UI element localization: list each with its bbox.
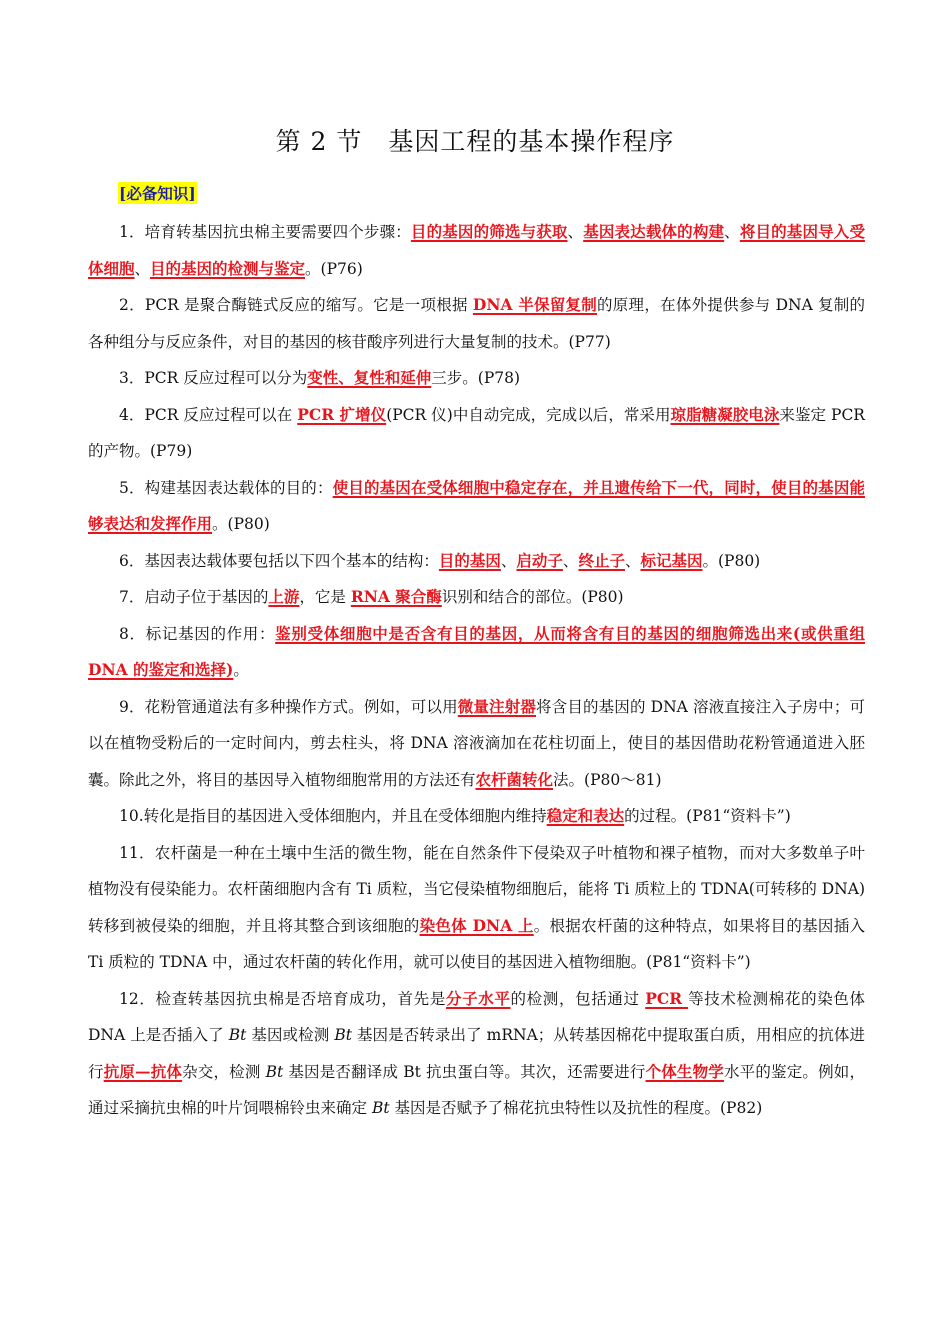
key-term: 上游 xyxy=(268,587,300,606)
key-term: 染色体 DNA 上 xyxy=(419,915,534,935)
key-term: 稳定和表达 xyxy=(546,806,625,825)
paragraph-text: 3．PCR 反应过程可以分为 xyxy=(119,369,308,387)
paragraph-text: 6．基因表达载体要包括以下四个基本的结构： xyxy=(119,551,439,570)
paragraph-text: ，它是 xyxy=(299,588,351,606)
key-term: PCR xyxy=(645,988,689,1008)
key-term: 启动子 xyxy=(516,550,563,570)
paragraph-text: 。(P76) xyxy=(305,259,363,278)
paragraph-text: 7．启动子位于基因的 xyxy=(119,588,269,606)
paragraph-text: 5．构建基因表达载体的目的： xyxy=(119,478,333,497)
key-term: 分子水平 xyxy=(445,988,511,1008)
key-term: 农杆菌转化 xyxy=(475,769,554,789)
paragraph-text: 。(P80) xyxy=(212,515,270,533)
key-term: 使目的基因在受体细胞中稳定存在，并且遗传给下一代，同时，使目的基因能够表达和发挥作用 xyxy=(88,477,865,533)
paragraph-p8 xyxy=(88,616,865,689)
key-term: RNA 聚合酶 xyxy=(350,587,442,606)
paragraph-text: 等技术检测棉花的染色体 DNA 上是否插入了 xyxy=(88,989,865,1044)
key-term: 目的基因 xyxy=(438,550,501,570)
italic-term: Bt xyxy=(334,1026,352,1044)
paragraph-text: 。根据农杆菌的这种特点，如果将目的基因插入 Ti 质粒的 TDNA 中，通过农杆菌的转化作用，就可以使目的基因进入植物细胞。(P81“资料卡”) xyxy=(88,916,865,971)
paragraph-text: 12．检查转基因抗虫棉是否培育成功，首先是 xyxy=(119,989,446,1008)
key-term: 个体生物学 xyxy=(645,1061,724,1081)
paragraph-text: 三步。(P78) xyxy=(431,369,521,387)
paragraph-text: 4．PCR 反应过程可以在 xyxy=(119,405,298,424)
paragraph-p7 xyxy=(88,579,865,616)
key-term: 目的基因的筛选与获取 xyxy=(410,222,568,241)
paragraph-text: 基因是否转录出了 mRNA；从转基因棉花中提取蛋白质，用相应的抗体进行 xyxy=(88,1026,866,1081)
key-term: 琼脂糖凝胶电泳 xyxy=(670,404,780,424)
paragraph-p12 xyxy=(88,981,865,1127)
paragraph-text: 。 xyxy=(233,661,249,679)
paragraph-text: 基因或检测 xyxy=(246,1026,335,1044)
paragraph-text: 9．花粉管通道法有多种操作方式。例如，可以用 xyxy=(119,697,458,716)
paragraph-text: (PCR 仪)中自动完成，完成以后，常采用 xyxy=(386,405,671,424)
paragraph-p9 xyxy=(88,689,865,799)
key-term: 将目的基因导入受体细胞 xyxy=(88,222,865,278)
key-term: 变性、复性和延伸 xyxy=(307,368,432,387)
paragraph-text: 、 xyxy=(724,223,740,241)
paragraph-text: 11．农杆菌是一种在土壤中生活的微生物，能在自然条件下侵染双子叶植物和裸子植物，而对大多数单子叶植物没有侵染能力。农杆菌细胞内含有 Ti 质粒，当它侵染植物细胞后，能将 Ti 质粒上的 TDNA(可转移的 DNA)转移到被侵染的细胞，并且将其整合到该细胞的 xyxy=(88,843,865,935)
paragraph-p11 xyxy=(88,835,865,981)
paragraph-p3 xyxy=(88,360,865,397)
document-body xyxy=(88,214,865,1127)
paragraph-text: 。(P80) xyxy=(702,551,761,570)
key-term: 基因表达载体的构建 xyxy=(583,222,725,241)
paragraph-text: 8．标记基因的作用： xyxy=(119,624,276,643)
paragraph-text: 杂交，检测 xyxy=(182,1062,266,1081)
key-term: 鉴别受体细胞中是否含有目的基因，从而将含有目的基因的细胞筛选出来(或供重组 DNA 的鉴定和选择) xyxy=(88,623,865,679)
paragraph-text: 基因是否赋予了棉花抗虫特性以及抗性的程度。(P82) xyxy=(389,1099,763,1117)
paragraph-text: 的过程。(P81“资料卡”) xyxy=(624,807,791,825)
page-title: 第 2 节 基因工程的基本操作程序 xyxy=(275,127,675,156)
paragraph-p10 xyxy=(88,798,865,835)
paragraph-text: 将含目的基因的 DNA 溶液直接注入子房中；可以在植物受粉后的一定时间内，剪去柱头，将 DNA 溶液滴加在花柱切面上，使目的基因借助花粉管通道进入胚囊。除此之外，将目的基因导入植物细胞常用的方法还有 xyxy=(88,697,865,789)
paragraph-text: 的原理，在体外提供参与 DNA 复制的各种组分与反应条件，对目的基因的核苷酸序列进行大量复制的技术。(P77) xyxy=(88,296,865,351)
italic-term: Bt xyxy=(265,1062,284,1081)
key-term: 目的基因的检测与鉴定 xyxy=(150,258,306,278)
section-tag: [必备知识] xyxy=(119,184,196,203)
key-term: DNA 半保留复制 xyxy=(472,295,598,314)
key-term: 终止子 xyxy=(578,550,625,570)
paragraph-p5 xyxy=(88,470,865,543)
paragraph-p2 xyxy=(88,287,865,360)
key-term: 标记基因 xyxy=(640,550,703,570)
paragraph-p4 xyxy=(88,397,865,470)
paragraph-text: 水平的鉴定。例如，通过采摘抗虫棉的叶片饲喂棉铃虫来确定 xyxy=(88,1062,865,1117)
paragraph-text: 、 xyxy=(567,223,584,241)
key-term: 抗原—抗体 xyxy=(103,1061,183,1081)
paragraph-p1 xyxy=(88,214,865,287)
key-term: PCR 扩增仪 xyxy=(297,404,387,424)
paragraph-text: 10.转化是指目的基因进入受体细胞内，并且在受体细胞内维持 xyxy=(119,807,547,825)
paragraph-text: 法。(P80～81) xyxy=(553,770,662,789)
paragraph-text: 来鉴定 PCR 的产物。(P79) xyxy=(88,405,865,460)
paragraph-text: 、 xyxy=(562,551,579,570)
italic-term: Bt xyxy=(371,1099,390,1117)
paragraph-text: 的检测，包括通过 xyxy=(510,989,646,1008)
paragraph-text: 、 xyxy=(500,551,517,570)
paragraph-text: 识别和结合的部位。(P80) xyxy=(441,588,624,606)
paragraph-text: 基因是否翻译成 Bt 抗虫蛋白等。其次，还需要进行 xyxy=(283,1062,646,1081)
paragraph-p6 xyxy=(88,543,865,580)
paragraph-text: 1．培育转基因抗虫棉主要需要四个步骤： xyxy=(119,223,411,241)
paragraph-text: 、 xyxy=(134,259,151,278)
key-term: 微量注射器 xyxy=(457,696,537,716)
paragraph-text: 、 xyxy=(624,551,641,570)
italic-term: Bt xyxy=(228,1026,247,1044)
paragraph-text: 2．PCR 是聚合酶链式反应的缩写。它是一项根据 xyxy=(119,296,473,314)
